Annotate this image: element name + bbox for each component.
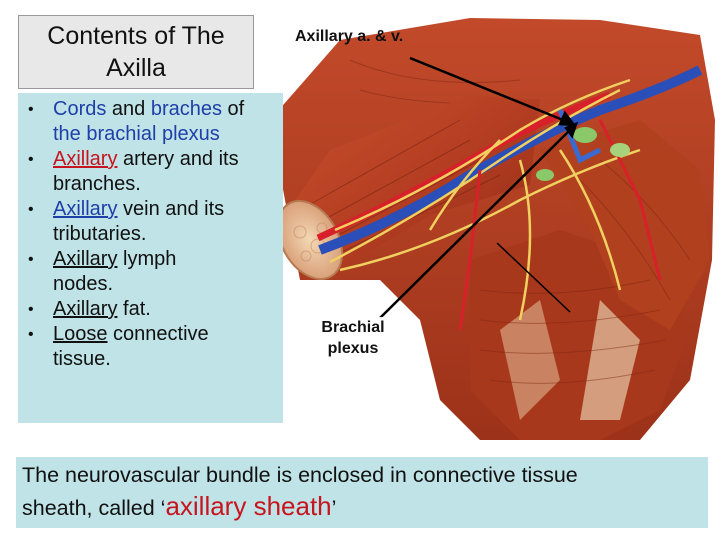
bullet-text-continued: branches. bbox=[53, 173, 141, 195]
footer-line2 bbox=[22, 490, 702, 524]
bullet-text: and bbox=[106, 98, 151, 120]
bullet-text-continued: tributaries. bbox=[53, 223, 147, 245]
footer-line2-prefix: sheath, called ‘ bbox=[22, 496, 166, 520]
bullet-text: braches bbox=[150, 98, 222, 120]
bullet-text: artery and its bbox=[117, 148, 239, 170]
bullet-text: connective bbox=[107, 323, 209, 345]
bullet-text: lymph bbox=[117, 248, 177, 270]
bullet-text-continued: tissue. bbox=[53, 348, 111, 370]
bullet-dot: • bbox=[28, 251, 34, 268]
bullet-dot: • bbox=[28, 151, 34, 168]
slide-title-line1: Contents of The bbox=[47, 22, 225, 50]
bullet-dot: • bbox=[28, 326, 34, 343]
bullet-text: of bbox=[222, 98, 245, 120]
bullet-text-continued: the brachial plexus bbox=[53, 123, 220, 145]
bullet-dot: • bbox=[28, 101, 34, 118]
slide-title-line2: Axilla bbox=[106, 54, 166, 82]
label-axillary-vessels: Axillary a. & v. bbox=[295, 28, 404, 45]
bullet-dot: • bbox=[28, 301, 34, 318]
bullet-item bbox=[24, 147, 279, 197]
bullet-text: vein and its bbox=[117, 198, 225, 220]
bullet-item bbox=[24, 297, 279, 322]
bullet-item bbox=[24, 197, 279, 247]
bullet-text: Axillary bbox=[53, 248, 118, 270]
contents-bullet-list bbox=[24, 97, 279, 372]
footer-line1: The neurovascular bundle is enclosed in connective tissue bbox=[22, 463, 578, 487]
bullet-text: Axillary bbox=[53, 148, 118, 170]
bullet-text: Axillary bbox=[53, 298, 118, 320]
footer-axillary-sheath-term: axillary sheath bbox=[165, 491, 332, 521]
bullet-text: fat. bbox=[117, 298, 151, 320]
bullet-text-continued: nodes. bbox=[53, 273, 114, 295]
footer-line2-suffix: ’ bbox=[331, 496, 337, 520]
bullet-text: Axillary bbox=[53, 198, 118, 220]
slide-title bbox=[18, 15, 254, 89]
bullet-text: Cords bbox=[53, 98, 107, 120]
bullet-item bbox=[24, 322, 279, 372]
label-brachial-plexus bbox=[312, 317, 394, 359]
bullet-dot: • bbox=[28, 201, 34, 218]
bullet-item bbox=[24, 97, 279, 147]
bullet-item bbox=[24, 247, 279, 297]
contents-bullet-panel bbox=[18, 93, 283, 423]
footer-note bbox=[16, 457, 708, 528]
label-brachial-line2: plexus bbox=[327, 340, 379, 357]
label-brachial-line1: Brachial bbox=[321, 319, 385, 336]
bullet-text: Loose bbox=[53, 323, 108, 345]
